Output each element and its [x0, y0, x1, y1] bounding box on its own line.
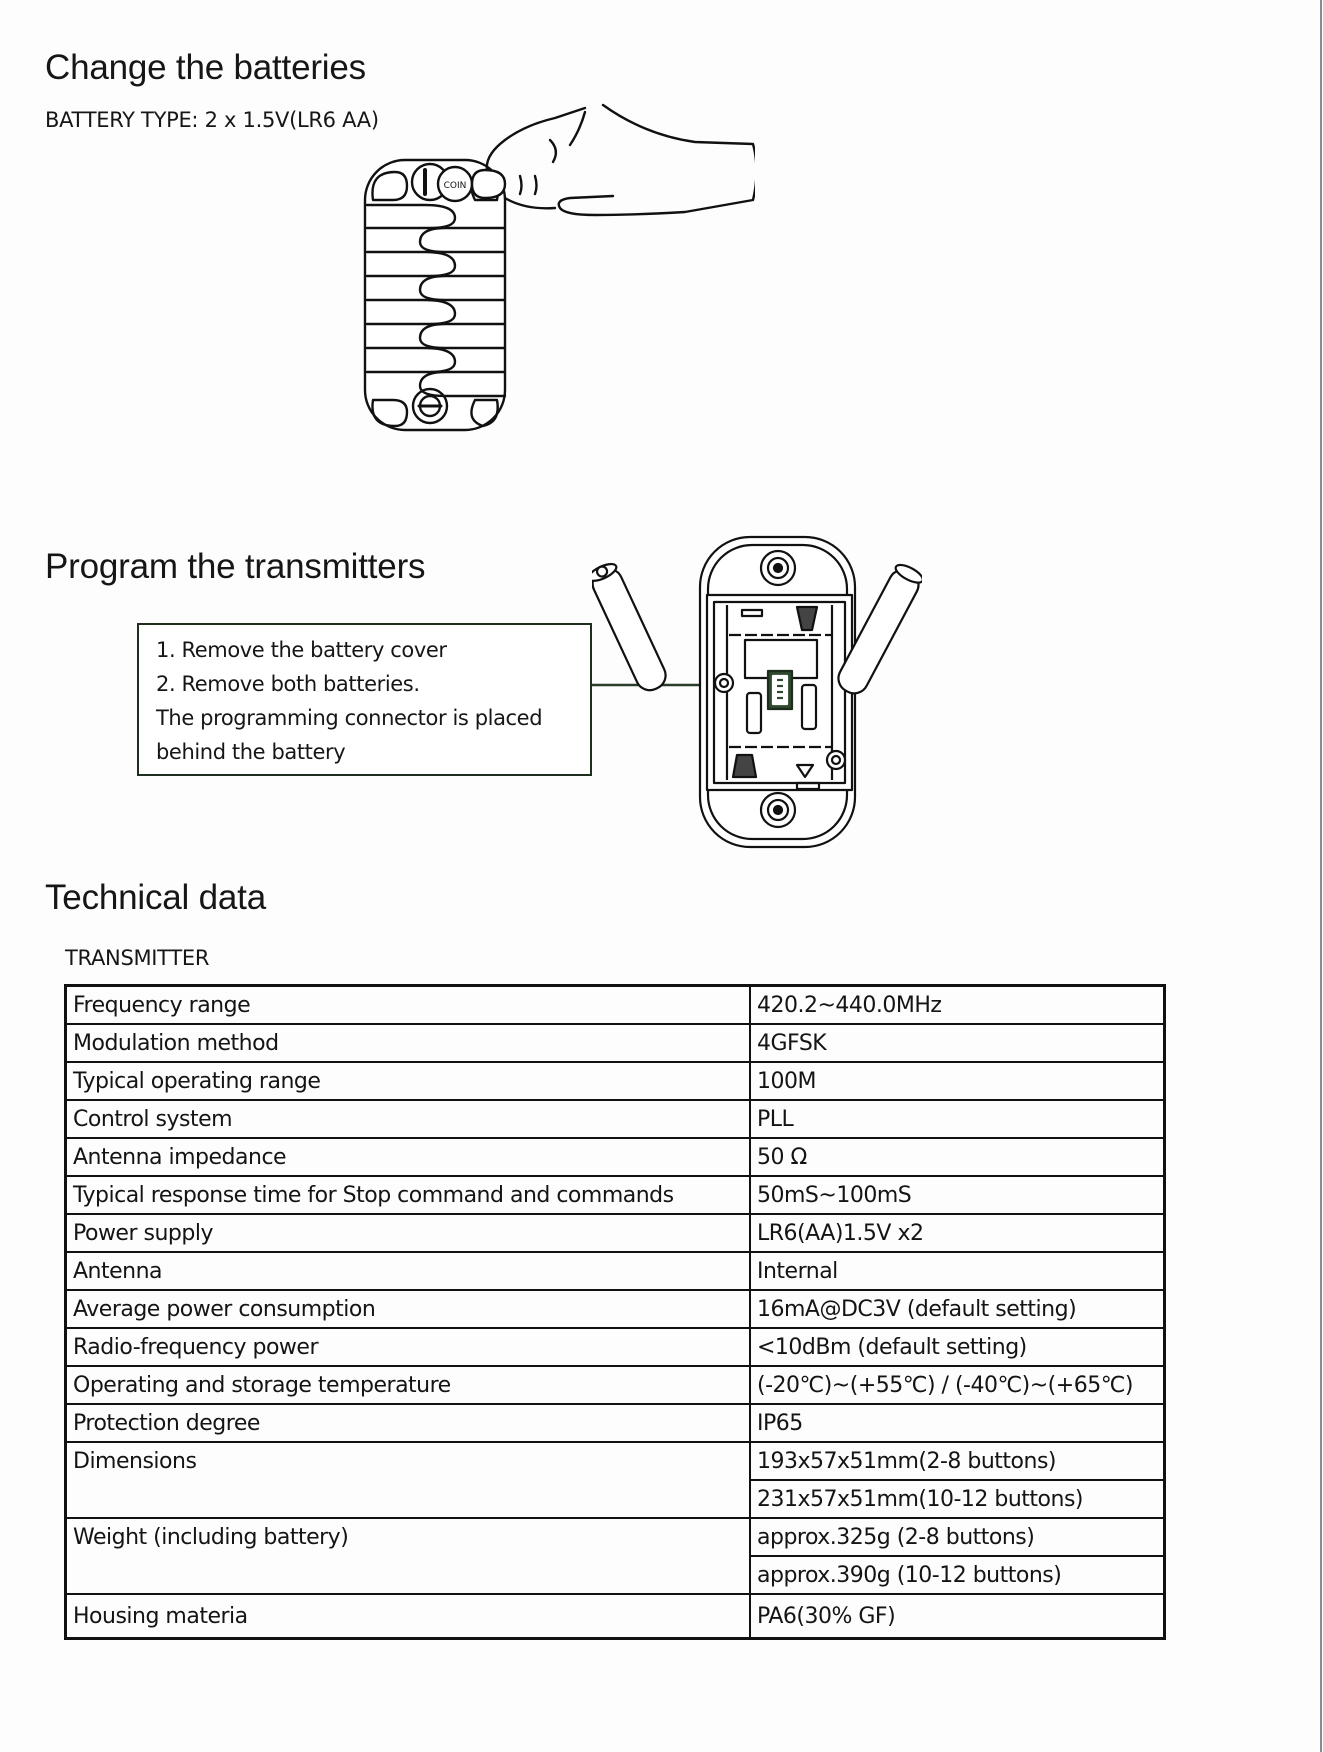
table-row [66, 1252, 1165, 1290]
spec-value: Internal [750, 1252, 1165, 1290]
table-row [66, 1290, 1165, 1328]
heading-technical-data: Technical data [45, 878, 266, 917]
spec-key: Radio-frequency power [66, 1328, 751, 1366]
table-row [66, 986, 1165, 1025]
open-transmitter-batteries-icon [592, 525, 922, 855]
spec-value: PA6(30% GF) [750, 1594, 1165, 1639]
spec-value: 50mS~100mS [750, 1176, 1165, 1214]
page-edge-divider [1320, 0, 1322, 1752]
spec-value: <10dBm (default setting) [750, 1328, 1165, 1366]
spec-value: (-20℃)~(+55℃) / (-40℃)~(+65℃) [750, 1366, 1165, 1404]
heading-change-batteries: Change the batteries [45, 48, 366, 87]
spec-key: Average power consumption [66, 1290, 751, 1328]
spec-value: 100M [750, 1062, 1165, 1100]
table-row [66, 1404, 1165, 1442]
spec-value: approx.390g (10-12 buttons) [750, 1556, 1165, 1594]
spec-value: 16mA@DC3V (default setting) [750, 1290, 1165, 1328]
spec-key: Antenna [66, 1252, 751, 1290]
instruction-step-2: 2. Remove both batteries. [156, 672, 420, 696]
spec-value: PLL [750, 1100, 1165, 1138]
table-row [66, 1024, 1165, 1062]
spec-value: 420.2~440.0MHz [750, 986, 1165, 1025]
hand-coin-battery-cover-icon [355, 100, 755, 440]
spec-key: Protection degree [66, 1404, 751, 1442]
spec-key: Housing materia [66, 1594, 751, 1639]
instruction-step-1: 1. Remove the battery cover [156, 638, 447, 662]
section-label-transmitter: TRANSMITTER [65, 946, 210, 970]
spec-value: LR6(AA)1.5V x2 [750, 1214, 1165, 1252]
table-row [66, 1518, 1165, 1556]
spec-value: IP65 [750, 1404, 1165, 1442]
spec-key: Control system [66, 1100, 751, 1138]
table-row [66, 1214, 1165, 1252]
spec-value: 193x57x51mm(2-8 buttons) [750, 1442, 1165, 1480]
spec-key: Antenna impedance [66, 1138, 751, 1176]
spec-key: Power supply [66, 1214, 751, 1252]
technical-data-table [64, 984, 1166, 1640]
spec-key: Weight (including battery) [66, 1518, 751, 1594]
battery-type-label: BATTERY TYPE: 2 x 1.5V(LR6 AA) [45, 108, 379, 132]
coin-label: COIN [443, 181, 467, 191]
table-row [66, 1100, 1165, 1138]
spec-value: 4GFSK [750, 1024, 1165, 1062]
spec-key: Modulation method [66, 1024, 751, 1062]
spec-key: Typical response time for Stop command and commands [66, 1176, 751, 1214]
spec-value: 50 Ω [750, 1138, 1165, 1176]
spec-key: Operating and storage temperature [66, 1366, 751, 1404]
spec-key: Dimensions [66, 1442, 751, 1518]
table-row [66, 1442, 1165, 1480]
programming-instructions-callout [137, 623, 592, 776]
spec-value: approx.325g (2-8 buttons) [750, 1518, 1165, 1556]
heading-program-transmitters: Program the transmitters [45, 547, 426, 586]
table-row [66, 1138, 1165, 1176]
instruction-note-line-2: behind the battery [156, 740, 346, 764]
spec-key: Typical operating range [66, 1062, 751, 1100]
spec-value: 231x57x51mm(10-12 buttons) [750, 1480, 1165, 1518]
spec-key: Frequency range [66, 986, 751, 1025]
table-row [66, 1062, 1165, 1100]
instruction-note-line-1: The programming connector is placed [156, 706, 543, 730]
table-row [66, 1328, 1165, 1366]
table-row [66, 1176, 1165, 1214]
table-row [66, 1594, 1165, 1639]
table-row [66, 1366, 1165, 1404]
